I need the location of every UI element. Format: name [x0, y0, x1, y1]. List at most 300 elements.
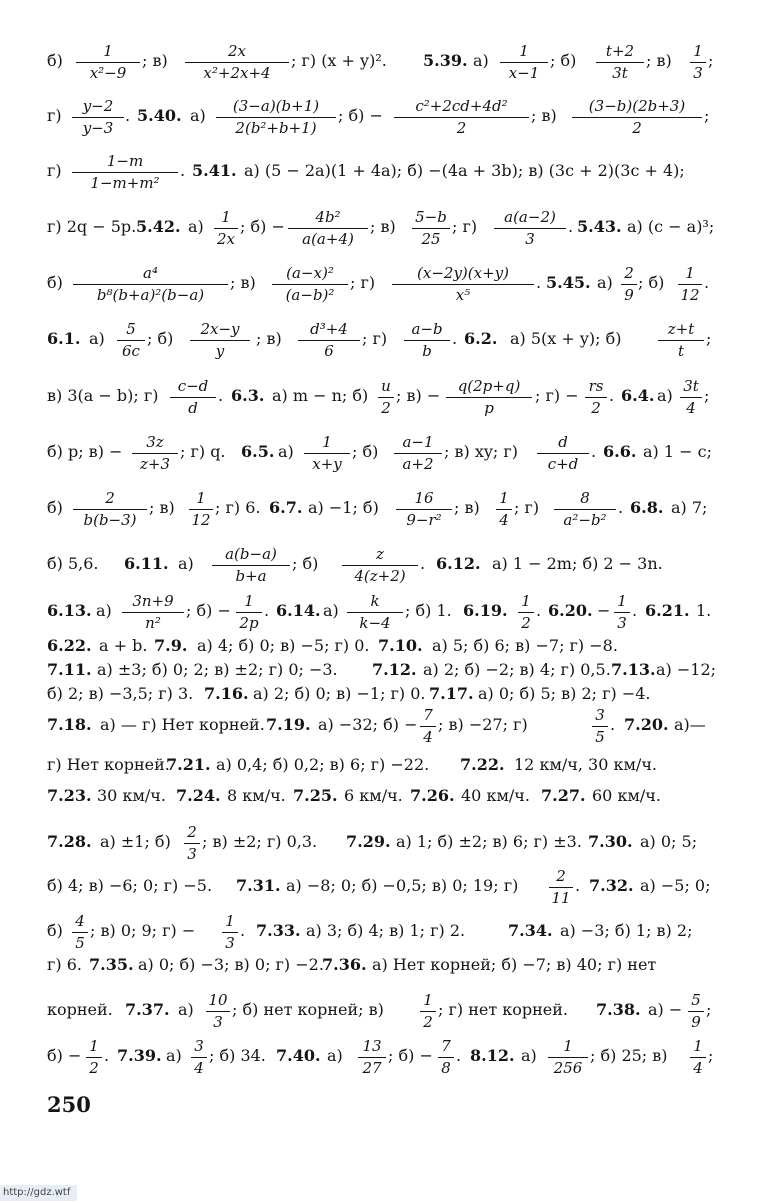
answer-text: .	[104, 1046, 110, 1065]
answer-line	[0, 320, 759, 360]
fraction-denominator: 12	[680, 286, 700, 304]
problem-number: 7.17.	[429, 684, 474, 703]
fraction-numerator: y−2	[82, 97, 114, 115]
answer-text: б) 4; в) −6; 0; г) −5.	[47, 876, 213, 895]
fraction-numerator: 1	[499, 489, 509, 507]
answer-text: б)	[47, 51, 63, 70]
fraction-numerator: q(2p+q)	[457, 377, 521, 395]
answer-text: б) −	[47, 1046, 82, 1065]
answer-line	[0, 867, 759, 907]
fraction-denominator: k−4	[359, 614, 391, 632]
fraction-bar	[214, 228, 238, 229]
problem-number: 7.40.	[276, 1046, 321, 1065]
fraction-denominator: y	[215, 342, 225, 360]
fraction-denominator: 1−m+m²	[90, 174, 160, 192]
fraction-denominator: 27	[362, 1059, 382, 1077]
problem-number: 7.10.	[378, 636, 423, 655]
fraction-bar	[72, 117, 124, 118]
problem-number: 6.12.	[436, 554, 481, 573]
problem-number: 7.39.	[117, 1046, 162, 1065]
fraction-denominator: n²	[145, 614, 161, 632]
fraction-denominator: 4	[194, 1059, 204, 1077]
fraction-denominator: 5	[75, 934, 85, 952]
answer-text: а) 3; б) 4; в) 1; г) 2.	[306, 921, 466, 940]
answer-text: а)	[89, 329, 105, 348]
fraction-bar	[537, 453, 589, 454]
fraction-bar	[518, 612, 534, 613]
fraction-numerator: 8	[580, 489, 590, 507]
problem-number: 6.3.	[231, 386, 265, 405]
fraction-denominator: 9	[691, 1013, 701, 1031]
fraction-bar	[500, 62, 548, 63]
fraction-bar	[358, 1057, 386, 1058]
fraction-numerator: 4	[75, 912, 85, 930]
answer-text: б)	[47, 273, 63, 292]
answer-text: ; г) q.	[180, 442, 226, 461]
problem-number: 7.37.	[125, 1000, 170, 1019]
answer-text: ; г) −	[535, 386, 579, 405]
fraction-bar	[678, 284, 702, 285]
fraction-numerator: 5	[126, 320, 136, 338]
answer-text: ; в) ±2; г) 0,3.	[202, 832, 318, 851]
fraction-denominator: c+d	[547, 455, 579, 473]
answer-text: г)	[47, 106, 62, 125]
fraction-denominator: 2	[632, 119, 642, 137]
answer-text: 12 км/ч, 30 км/ч.	[514, 755, 657, 774]
fraction-bar	[680, 397, 702, 398]
answer-line	[0, 208, 759, 248]
fraction-numerator: a−b	[411, 320, 443, 338]
problem-number: 7.13.	[611, 660, 656, 679]
answer-text: ; в)	[149, 498, 175, 517]
answer-line	[0, 592, 759, 632]
answer-text: .	[420, 554, 426, 573]
fraction-numerator: c−d	[177, 377, 209, 395]
fraction-numerator: 1	[103, 42, 113, 60]
fraction-numerator: d	[558, 433, 568, 451]
problem-number: 6.21.	[645, 601, 690, 620]
answer-text: а) 5; б) 6; в) −7; г) −8.	[432, 636, 618, 655]
answer-line	[0, 991, 759, 1031]
answer-text: ; б) −	[186, 601, 231, 620]
answer-text: .	[452, 329, 458, 348]
answer-line	[0, 786, 759, 807]
problem-number: 6.22.	[47, 636, 92, 655]
answer-text: ; в) xy; г)	[444, 442, 518, 461]
fraction-numerator: a(a−2)	[504, 208, 556, 226]
answer-text: а)	[278, 442, 294, 461]
answer-text: а)	[188, 217, 204, 236]
fraction-denominator: x−1	[508, 64, 540, 82]
fraction-numerator: a(b−a)	[225, 545, 277, 563]
answer-text: ; в)	[454, 498, 480, 517]
fraction-bar	[272, 284, 348, 285]
answer-text: ; в)	[142, 51, 168, 70]
answer-text: г)	[47, 161, 62, 180]
fraction-bar	[122, 612, 184, 613]
answer-text: а) Нет корней; б) −7; в) 40; г) нет	[372, 955, 657, 974]
fraction-bar	[394, 453, 442, 454]
problem-number: 6.20.	[548, 601, 593, 620]
answer-line	[0, 706, 759, 746]
fraction-bar	[132, 453, 178, 454]
fraction-bar	[394, 117, 529, 118]
fraction-numerator: 1	[196, 489, 206, 507]
fraction-numerator: z+t	[667, 320, 695, 338]
answer-line	[0, 42, 759, 82]
fraction-denominator: 6c	[122, 342, 140, 360]
fraction-denominator: (a−b)²	[285, 286, 335, 304]
fraction-denominator: 9−r²	[406, 511, 442, 529]
answer-text: ; г) нет корней.	[438, 1000, 569, 1019]
fraction-numerator: 3t	[683, 377, 699, 395]
fraction-numerator: 1	[685, 264, 695, 282]
answer-line	[0, 1037, 759, 1077]
problem-number: 7.16.	[204, 684, 249, 703]
problem-number: 5.43.	[577, 217, 622, 236]
answer-text: а) ±1; б)	[100, 832, 171, 851]
answer-text: а)	[327, 1046, 343, 1065]
fraction-denominator: 12	[191, 511, 211, 529]
fraction-bar	[206, 1011, 230, 1012]
answer-text: .	[456, 1046, 462, 1065]
answer-text: .	[610, 715, 616, 734]
answer-line	[0, 545, 759, 585]
fraction-denominator: 25	[421, 230, 441, 248]
answer-text: ; г)	[350, 273, 376, 292]
answer-text: а)—	[674, 715, 706, 734]
fraction-bar	[621, 284, 637, 285]
fraction-bar	[190, 340, 250, 341]
answer-text: в) 3(a − b); г)	[47, 386, 159, 405]
answer-text: ; б) −	[338, 106, 383, 125]
answer-text: .	[575, 876, 581, 895]
fraction-numerator: a⁴	[143, 264, 158, 282]
fraction-bar	[212, 565, 290, 566]
answer-text: г) 6.	[47, 955, 82, 974]
problem-number: 7.19.	[266, 715, 311, 734]
answer-text: а) 5(x + y); б)	[510, 329, 622, 348]
answer-line	[0, 684, 759, 705]
fraction-numerator: 2x	[227, 42, 246, 60]
answer-text: а) (c − a)³;	[627, 217, 715, 236]
problem-number: 6.7.	[269, 498, 303, 517]
answer-text: а) −	[648, 1000, 683, 1019]
answer-text: а) 0; 5;	[640, 832, 698, 851]
answer-text: а) −3; б) 1; в) 2;	[560, 921, 693, 940]
answer-text: ; б) 34.	[209, 1046, 266, 1065]
answer-line	[0, 264, 759, 304]
answer-text: а) (5 − 2a)(1 + 4a); б) −(4a + 3b); в) (3c + 2)(3c + 4);	[244, 161, 685, 180]
answer-text: ; г)	[362, 329, 388, 348]
fraction-denominator: 8	[441, 1059, 451, 1077]
fraction-numerator: 1	[423, 991, 433, 1009]
answer-text: а) 2; б) 0; в) −1; г) 0.	[253, 684, 426, 703]
fraction-bar	[73, 509, 147, 510]
answer-text: а)	[521, 1046, 537, 1065]
answer-text: .	[536, 601, 542, 620]
fraction-denominator: 3	[525, 230, 535, 248]
fraction-numerator: 7	[441, 1037, 451, 1055]
problem-number: 6.1.	[47, 329, 81, 348]
fraction-numerator: t+2	[605, 42, 635, 60]
fraction-denominator: 4(z+2)	[354, 567, 406, 585]
answer-text: а) −8; 0; б) −0,5; в) 0; 19; г)	[286, 876, 519, 895]
problem-number: 6.19.	[463, 601, 508, 620]
problem-number: 7.34.	[508, 921, 553, 940]
fraction-numerator: 3	[595, 706, 605, 724]
fraction-denominator: z+3	[139, 455, 170, 473]
fraction-numerator: 1	[617, 592, 627, 610]
fraction-denominator: 4	[423, 728, 433, 746]
fraction-numerator: d³+4	[310, 320, 348, 338]
fraction-numerator: 1	[89, 1037, 99, 1055]
fraction-denominator: 2x	[216, 230, 235, 248]
fraction-denominator: p	[484, 399, 494, 417]
answer-text: .	[618, 498, 624, 517]
fraction-numerator: 3z	[146, 433, 164, 451]
fraction-denominator: x²−9	[89, 64, 127, 82]
fraction-denominator: 5	[595, 728, 605, 746]
answer-text: а) 1 − c;	[643, 442, 712, 461]
fraction-numerator: 16	[414, 489, 434, 507]
answer-text: ; в)	[230, 273, 256, 292]
fraction-bar	[222, 932, 238, 933]
fraction-denominator: a(a+4)	[302, 230, 354, 248]
answer-line	[0, 489, 759, 529]
answer-text: .	[609, 386, 615, 405]
problem-number: 7.21.	[166, 755, 211, 774]
fraction-bar	[342, 565, 418, 566]
answer-text: ; б)	[550, 51, 577, 70]
answer-line	[0, 955, 759, 976]
fraction-numerator: 5−b	[415, 208, 447, 226]
fraction-numerator: 5	[691, 991, 701, 1009]
answer-text: ; б) 25; в)	[590, 1046, 668, 1065]
answer-text: а) −12;	[656, 660, 717, 679]
answer-text: а) ±3; б) 0; 2; в) ±2; г) 0; −3.	[97, 660, 338, 679]
fraction-numerator: 1	[322, 433, 332, 451]
fraction-denominator: 4	[499, 511, 509, 529]
answer-text: ; б) 1.	[405, 601, 452, 620]
answer-text: а) 7;	[671, 498, 708, 517]
problem-number: 6.5.	[241, 442, 275, 461]
problem-number: 7.30.	[588, 832, 633, 851]
fraction-bar	[347, 612, 403, 613]
fraction-denominator: 3	[187, 845, 197, 863]
answer-text: a + b.	[99, 636, 148, 655]
problem-number: 7.31.	[236, 876, 281, 895]
answer-text: а) −1; б)	[308, 498, 379, 517]
fraction-denominator: x+y	[312, 455, 342, 473]
answer-text: .	[632, 601, 638, 620]
fraction-bar	[72, 932, 88, 933]
fraction-numerator: rs	[588, 377, 604, 395]
fraction-bar	[658, 340, 704, 341]
problem-number: 8.12.	[470, 1046, 515, 1065]
answer-text: ; б)	[147, 329, 174, 348]
problem-number: 7.28.	[47, 832, 92, 851]
fraction-numerator: 1	[221, 208, 231, 226]
fraction-numerator: (3−a)(b+1)	[232, 97, 320, 115]
watermark-url[interactable]: http://gdz.wtf	[0, 1185, 77, 1201]
answer-text: а)	[178, 1000, 194, 1019]
problem-number: 6.14.	[276, 601, 321, 620]
fraction-bar	[236, 612, 262, 613]
fraction-numerator: 10	[208, 991, 228, 1009]
answer-line	[0, 636, 759, 657]
answer-text: ; в)	[256, 329, 282, 348]
answer-text: а) — г) Нет корней.	[100, 715, 265, 734]
problem-number: 6.13.	[47, 601, 92, 620]
problem-number: 7.18.	[47, 715, 92, 734]
answer-text: 8 км/ч.	[227, 786, 286, 805]
problem-number: 6.6.	[603, 442, 637, 461]
problem-number: 7.27.	[541, 786, 586, 805]
fraction-denominator: b+a	[235, 567, 267, 585]
fraction-bar	[396, 509, 452, 510]
fraction-denominator: t	[677, 342, 685, 360]
fraction-bar	[688, 1011, 704, 1012]
fraction-bar	[404, 340, 450, 341]
answer-text: ;	[706, 329, 712, 348]
fraction-numerator: 13	[362, 1037, 382, 1055]
answer-text: ; г) (x + y)².	[291, 51, 387, 70]
answer-text: ; г)	[452, 217, 478, 236]
answer-text: а) m − n; б)	[272, 386, 369, 405]
fraction-bar	[614, 612, 630, 613]
fraction-bar	[572, 117, 702, 118]
fraction-bar	[76, 62, 140, 63]
answer-text: .	[591, 442, 597, 461]
fraction-denominator: x⁵	[455, 286, 471, 304]
answer-text: ; б)	[352, 442, 379, 461]
fraction-bar	[117, 340, 145, 341]
answer-text: а) 0; б) −3; в) 0; г) −2.	[138, 955, 324, 974]
fraction-denominator: d	[188, 399, 198, 417]
fraction-numerator: 1	[519, 42, 529, 60]
answer-text: а)	[178, 554, 194, 573]
fraction-bar	[189, 509, 213, 510]
fraction-denominator: b⁸(b+a)²(b−a)	[96, 286, 205, 304]
fraction-numerator: 1	[563, 1037, 573, 1055]
answer-text: б) 2; в) −3,5; г) 3.	[47, 684, 194, 703]
page-number: 250	[47, 1092, 91, 1117]
fraction-bar	[420, 1011, 436, 1012]
fraction-denominator: 2	[381, 399, 391, 417]
fraction-denominator: 256	[553, 1059, 583, 1077]
fraction-numerator: z	[376, 545, 384, 563]
fraction-bar	[690, 1057, 706, 1058]
problem-number: 7.26.	[410, 786, 455, 805]
answer-text: а) 4; б) 0; в) −5; г) 0.	[197, 636, 370, 655]
answer-text: а) 0; б) 5; в) 2; г) −4.	[478, 684, 651, 703]
answer-text: ; б)	[292, 554, 319, 573]
fraction-numerator: 1	[693, 1037, 703, 1055]
fraction-numerator: 2	[105, 489, 115, 507]
answer-text: ; в) 0; 9; г) −	[90, 921, 196, 940]
answer-text: б) p; в) −	[47, 442, 123, 461]
fraction-numerator: 2	[556, 867, 566, 885]
answer-text: ; б) −	[240, 217, 285, 236]
answer-text: ; б)	[638, 273, 665, 292]
answer-text: 6 км/ч.	[344, 786, 403, 805]
problem-number: 5.42.	[136, 217, 181, 236]
problem-number: 7.36.	[322, 955, 367, 974]
answer-text: ; в)	[370, 217, 396, 236]
fraction-numerator: 2	[187, 823, 197, 841]
answer-line	[0, 755, 759, 776]
fraction-bar	[288, 228, 368, 229]
fraction-numerator: 4b²	[315, 208, 341, 226]
answer-text: ; в) −	[396, 386, 441, 405]
problem-number: 7.9.	[154, 636, 188, 655]
problem-number: 7.12.	[372, 660, 417, 679]
fraction-numerator: k	[370, 592, 380, 610]
problem-number: 6.2.	[464, 329, 498, 348]
fraction-bar	[86, 1057, 102, 1058]
fraction-bar	[216, 117, 336, 118]
problem-number: 6.8.	[630, 498, 664, 517]
fraction-numerator: 1−m	[106, 152, 144, 170]
problem-number: 6.4.	[621, 386, 655, 405]
answer-line	[0, 97, 759, 137]
answer-text: ; в)	[531, 106, 557, 125]
problem-number: 5.40.	[137, 106, 182, 125]
fraction-denominator: a²−b²	[563, 511, 607, 529]
fraction-bar	[191, 1057, 207, 1058]
fraction-numerator: 2x−y	[200, 320, 240, 338]
answer-text: −	[597, 601, 611, 620]
problem-number: 7.11.	[47, 660, 92, 679]
fraction-denominator: a+2	[402, 455, 434, 473]
answer-text: а)	[166, 1046, 182, 1065]
answer-text: б)	[47, 921, 63, 940]
answer-text: .	[568, 217, 574, 236]
answer-text: 40 км/ч.	[461, 786, 530, 805]
fraction-denominator: 2	[521, 614, 531, 632]
answer-text: ; г) 6.	[215, 498, 261, 517]
problem-number: 7.38.	[596, 1000, 641, 1019]
fraction-denominator: 4	[693, 1059, 703, 1077]
problem-number: 7.23.	[47, 786, 92, 805]
answer-text: а) −32; б) −	[318, 715, 418, 734]
answer-text: 60 км/ч.	[592, 786, 661, 805]
fraction-bar	[592, 726, 608, 727]
fraction-bar	[494, 228, 566, 229]
answer-text: ; г)	[514, 498, 540, 517]
fraction-numerator: 3	[194, 1037, 204, 1055]
answer-text: ;	[708, 51, 714, 70]
answer-text: .	[125, 106, 131, 125]
problem-number: 7.20.	[624, 715, 669, 734]
fraction-denominator: 3	[617, 614, 627, 632]
answer-text: г) Нет корней.	[47, 755, 170, 774]
fraction-bar	[554, 509, 616, 510]
fraction-denominator: 2	[456, 119, 467, 137]
fraction-numerator: (3−b)(2b+3)	[588, 97, 686, 115]
answer-line	[0, 823, 759, 863]
fraction-numerator: (a−x)²	[286, 264, 334, 282]
fraction-bar	[496, 509, 512, 510]
answer-text: а)	[473, 51, 489, 70]
answer-line	[0, 912, 759, 952]
answer-line	[0, 433, 759, 473]
fraction-denominator: 2	[89, 1059, 99, 1077]
fraction-denominator: 2(b²+b+1)	[235, 119, 317, 137]
fraction-bar	[185, 62, 289, 63]
fraction-bar	[73, 284, 228, 285]
